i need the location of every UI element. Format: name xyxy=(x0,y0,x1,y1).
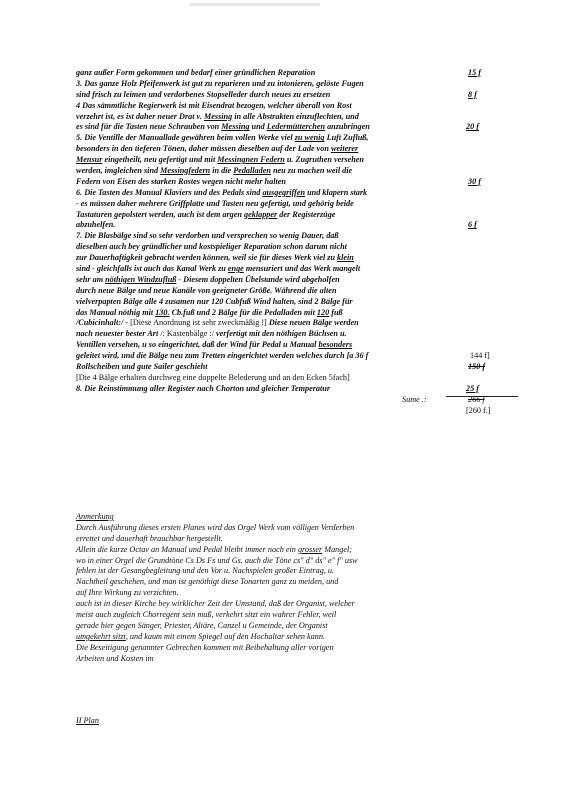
cost-line-text: /Cubicinhalt:/ - [Diese Anordnung ist sehr zweckmäßig !] Diese neuen Bälge werden xyxy=(76,318,359,328)
cost-line xyxy=(76,166,516,177)
cost-line-text: 3. Das ganze Holz Pfeifenwerk ist gut zu reparieren und zu intonieren, gelöste Fugen xyxy=(76,78,364,88)
anmerkung-line: Allein die kurze Octav an Manual und Pedal bleibt immer noch ein grosser Mangel; xyxy=(76,544,352,554)
cost-amount: 25 f xyxy=(466,383,479,393)
cost-line xyxy=(76,231,516,242)
cost-amount: 20 f xyxy=(466,122,479,132)
cost-line xyxy=(76,177,516,188)
cost-line-text: 5. Die Ventille der Manuallade gewähren beim vollen Werke viel zu wenig Luft Zufluß, xyxy=(76,133,369,143)
cost-line-text: Rollscheiben und gute Sailer geschieht xyxy=(76,362,208,372)
anmerkung-line: errettet und dauerhaft brauchbar hergestellt. xyxy=(76,533,223,543)
cost-line-text: sind - gleichfalls ist auch das Kanal Werk zu enge mensuriert und das Werk mangelt xyxy=(76,264,361,274)
anmerkung-line: gerade hier gegen Sänger, Priester, Altäre, Canzel u Gemeinde, der Organist xyxy=(76,620,328,630)
cost-line-text: 7. Die Blasbälge sind so sehr verdorben und versprechen so wenig Dauer, daß xyxy=(76,231,339,241)
anmerkung-line: Die Beseitigung genannter Gebrechen kommen mit Beibehaltung aller vorigen xyxy=(76,642,334,652)
cost-line-text: 4 Das sämmtliche Regierwerk ist mit Eisendrat bezogen, welcher überall von Rost xyxy=(76,100,352,110)
plan-1-cost-list xyxy=(76,68,516,417)
cost-line xyxy=(76,144,516,155)
cost-line-text: es sind für die Tasten neue Schrauben von Messing und Ledermütterchen anzubringen xyxy=(76,122,370,132)
cost-line-text: ganz außer Form gekommen und bedarf einer gründlichen Reparation xyxy=(76,68,316,77)
cost-line-text: Federn von Eisen des starken Rostes wegen nicht mehr halten xyxy=(76,176,286,186)
cost-line-text: werden, imgleichen sind Messingfedern in die Pedalladen neu zu machen weil die xyxy=(76,166,353,176)
cost-line-text: verzehrt ist, es ist daher neuer Drat v. Messing in alle Abstrakten einzuflechten, und xyxy=(76,111,359,121)
cost-line-text: sind frisch zu leimen und verdorbenes Stopselleder durch neues zu ersetzen xyxy=(76,89,331,99)
cost-line xyxy=(76,253,516,264)
cost-line xyxy=(76,362,516,373)
anmerkung-line: wo in einer Orgel die Grundtöne Cs Ds Fs und Gs. auch die Töne cs" d" ds" e" f" usw xyxy=(76,555,358,565)
cost-line xyxy=(76,133,516,144)
cost-line xyxy=(76,210,516,221)
cost-line xyxy=(76,308,516,319)
cost-line xyxy=(76,318,516,329)
cost-line xyxy=(76,220,516,231)
cost-line-text: durch neue Bälge und neue Kanäle von geeigneter Größe. Während die alten xyxy=(76,285,337,295)
cost-line-text: geleitet wird, und die Bälge neu zum Tretten eingerichtet werden welches durch [a 36 f xyxy=(76,351,369,361)
cost-line-text: vielverpapten Bälge alle 4 zusamen nur 120 Cubfuß Wind halten, sind 2 Bälge für xyxy=(76,296,353,306)
cost-line-text: besonders in den tieferen Tönen, daher müssen dieselben auf der Lade von weiterer xyxy=(76,144,359,154)
cost-line xyxy=(76,90,516,101)
cost-amount: 150 f xyxy=(468,362,486,372)
plan-2-heading: II Plan xyxy=(76,716,99,725)
cost-line-text: 6. Die Tasten des Manual Klaviers und des Pedals sind ausgegriffen und klapern stark xyxy=(76,187,368,197)
cost-line-text: sehr am nöthigen Windzufluß - Diesem doppelten Übelstande wird abgeholfen xyxy=(76,274,340,284)
cost-line xyxy=(76,329,516,340)
sum-value: 266 f xyxy=(468,394,485,404)
anmerkung-line: umgekehrt sitzt, und kaum mit einem Spiegel auf den Hochaltar sehen kann. xyxy=(76,631,325,641)
cost-line-text: Tastaturen gepolstert werden, auch ist dem argen geklapper der Registerzüge xyxy=(76,209,336,219)
sum-corrected-line xyxy=(76,406,516,417)
cost-line xyxy=(76,79,516,90)
plan-2-section xyxy=(76,716,516,727)
cost-line-text: nach neuester bester Art /: Kastenbälge :/ verfertigt mit den nöthigen Büchsen u. xyxy=(76,329,347,339)
cost-line-text: Ventillen versehen, u so eingerichtet, daß der Wind für Pedal u Manual besonders xyxy=(76,340,353,350)
sum-corrected: [260 f.] xyxy=(466,405,491,415)
cost-line xyxy=(76,155,516,166)
cost-line xyxy=(76,242,516,253)
cost-line-text: dieselben auch bey gründlicher und kostspieliger Reparation schon darum nicht xyxy=(76,242,347,252)
anmerkung-section xyxy=(76,512,516,664)
cost-line-text: - es müssen daher mehrere Griffplatte und Tasten neu gefertigt, und gehörig beide xyxy=(76,198,354,208)
cost-line xyxy=(76,264,516,275)
cost-line-text: Mensur eingetheilt, neu gefertigt und mit Messingnen Federn u. Zugruthen versehen xyxy=(76,155,364,165)
anmerkung-line: Durch Ausführung dieses ersten Planes wird das Orgel Werk vom völligen Verderben xyxy=(76,522,355,532)
anmerkung-line: Nachtheil geschehen, und man ist genöthigt diese Tonarten ganz zu meiden, und xyxy=(76,577,339,587)
cost-line-text: 8. Die Reinstimmung aller Register nach Chorton und gleicher Temperatur xyxy=(76,383,330,393)
cost-amount: 6 f xyxy=(468,220,477,230)
cost-line xyxy=(76,112,516,123)
cost-line-text: [Die 4 Bälge erhalten durchweg eine doppelte Belederung und an den Ecken 5fach] xyxy=(76,372,350,382)
cost-amount: 8 f xyxy=(468,89,477,99)
cost-line xyxy=(76,275,516,286)
anmerkung-line: meist auch zugleich Chorregent sein muß, verkehrt sitzt ein wahrer Fehler, weil xyxy=(76,610,337,620)
cost-line xyxy=(76,373,516,384)
sum-label: Sume .: xyxy=(402,394,427,404)
cost-line xyxy=(76,384,516,395)
anmerkung-heading: Anmerkung xyxy=(76,512,114,521)
cost-line xyxy=(76,351,516,362)
cost-line xyxy=(76,286,516,297)
cost-amount: 15 f xyxy=(468,68,481,77)
anmerkung-line: Arbeiten und Kosten im xyxy=(76,653,154,663)
anmerkung-line: fehlen ist der Gesangbegleitung und den Vor u. Nachspielen großer Eintrag, u. xyxy=(76,566,335,576)
cost-line xyxy=(76,340,516,351)
anmerkung-line: auf Ihre Wirkung zu verzichten. xyxy=(76,588,179,598)
cost-amount: 30 f xyxy=(468,176,481,186)
cost-amount: 144 f] xyxy=(470,351,490,361)
cost-line xyxy=(76,101,516,112)
cost-line xyxy=(76,122,516,133)
cost-line xyxy=(76,188,516,199)
sum-line xyxy=(76,395,516,406)
cost-line-text: abzuhelfen. xyxy=(76,220,116,230)
cost-line xyxy=(76,199,516,210)
cost-line-text: das Manual nöthig mit 130. Cb.fuß und 2 Bälge für die Pedalladen mit 120 fuß xyxy=(76,307,343,317)
anmerkung-line: auch ist in dieser Kirche bey wirklicher Zeit der Umstand, daß der Organist, welcher xyxy=(76,599,355,609)
scan-artifact xyxy=(190,3,320,6)
cost-line xyxy=(76,68,516,79)
cost-line xyxy=(76,297,516,308)
cost-line-text: zur Dauerhaftigkeit gebracht werden können, weil sie für dieses Werk viel zu klein xyxy=(76,253,354,263)
